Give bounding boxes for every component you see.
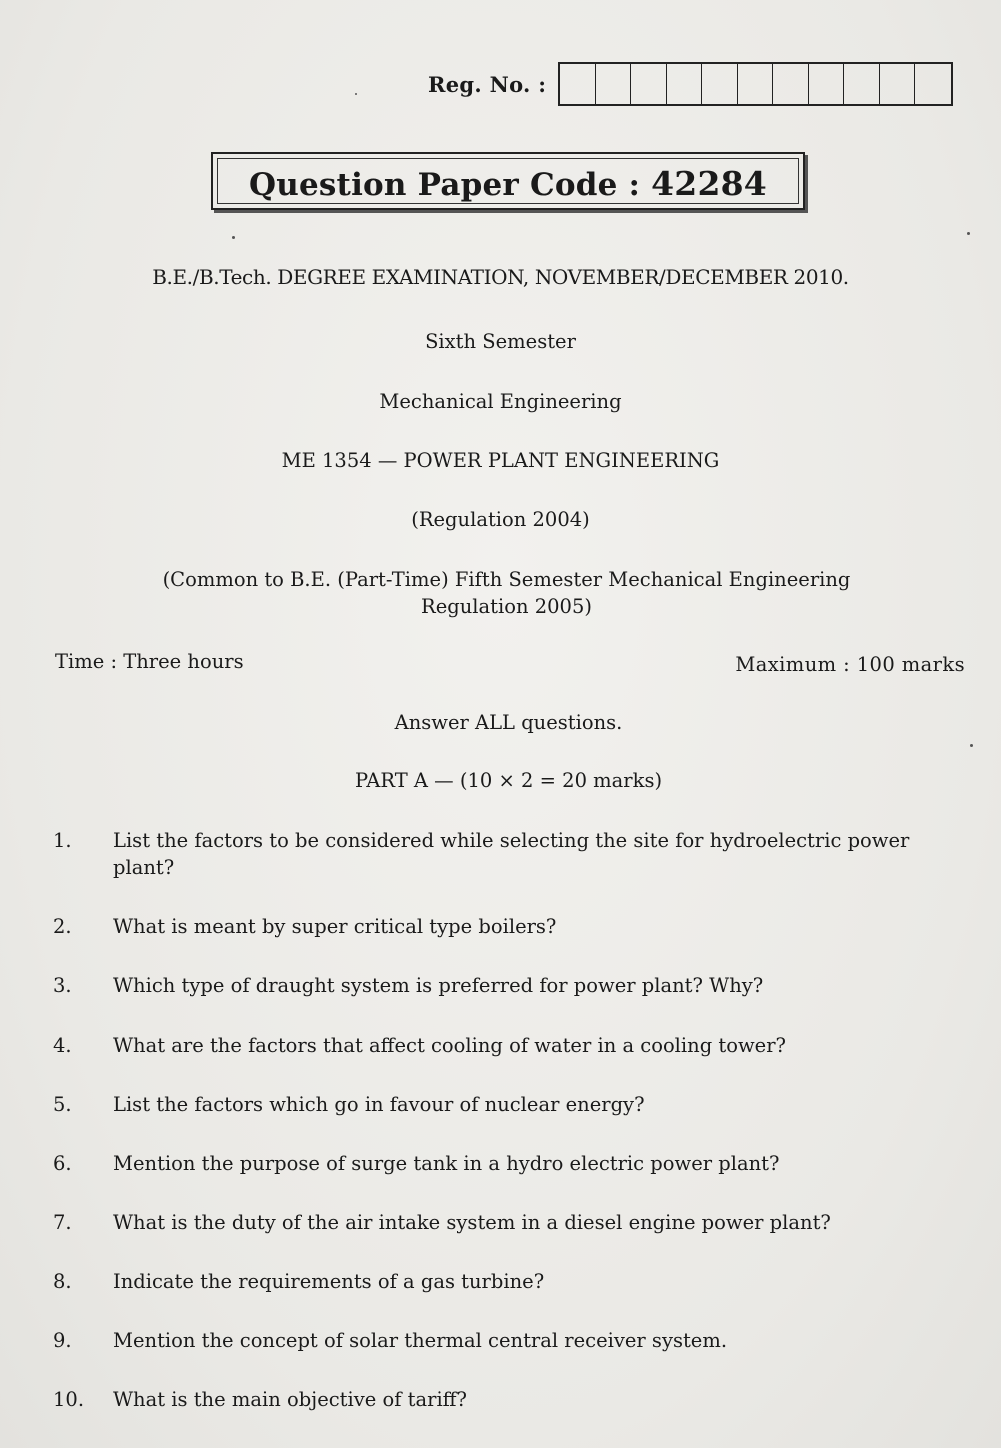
instruction: Answer ALL questions. (394, 711, 623, 734)
reg-no-box (738, 64, 774, 104)
reg-no-box (915, 64, 951, 104)
question-number: 1. (53, 829, 72, 852)
question-number: 2. (53, 915, 72, 938)
reg-no-box (809, 64, 845, 104)
reg-no-box (773, 64, 809, 104)
reg-no-label: Reg. No. : (428, 71, 547, 97)
question-text: What is meant by super critical type boilers? (113, 915, 557, 938)
common-note (6, 566, 1001, 620)
reg-no-box (844, 64, 880, 104)
question-number: 4. (53, 1034, 72, 1057)
question-text: List the factors to be considered while selecting the site for hydroelectric power plant? (113, 829, 910, 879)
question-paper-code (213, 164, 803, 203)
department: Mechanical Engineering (379, 390, 622, 413)
reg-no-box (702, 64, 738, 104)
question-text: What is the main objective of tariff? (113, 1388, 467, 1411)
maximum-marks: Maximum : 100 marks (735, 653, 965, 676)
reg-no-box (667, 64, 703, 104)
question-text: What is the duty of the air intake system in a diesel engine power plant? (113, 1211, 831, 1234)
question-number: 8. (53, 1270, 72, 1293)
question-text: Mention the purpose of surge tank in a hydro electric power plant? (113, 1152, 780, 1175)
reg-no-field (428, 62, 953, 106)
code-number: 42284 (651, 164, 767, 203)
question-text: Which type of draught system is preferred for power plant? Why? (113, 974, 764, 997)
question-text: What are the factors that affect cooling of water in a cooling tower? (113, 1034, 786, 1057)
question-text: Indicate the requirements of a gas turbine? (113, 1270, 545, 1293)
question-number: 9. (53, 1329, 72, 1352)
reg-no-boxes (558, 62, 953, 106)
exam-title: B.E./B.Tech. DEGREE EXAMINATION, NOVEMBER/DECEMBER 2010. (152, 265, 849, 289)
question-number: 5. (53, 1093, 72, 1116)
scan-speck (970, 744, 973, 747)
question-number: 6. (53, 1152, 72, 1175)
question-number: 3. (53, 974, 72, 997)
scan-speck (232, 236, 235, 239)
question-paper-code-box (211, 152, 805, 210)
time-allowed: Time : Three hours (55, 650, 244, 673)
common-note-line2: Regulation 2005) (421, 595, 592, 618)
reg-no-box (631, 64, 667, 104)
common-note-line1: (Common to B.E. (Part-Time) Fifth Semester Mechanical Engineering (162, 568, 851, 591)
course-title: ME 1354 — POWER PLANT ENGINEERING (281, 449, 720, 472)
reg-no-box (560, 64, 596, 104)
question-text: List the factors which go in favour of nuclear energy? (113, 1093, 645, 1116)
semester: Sixth Semester (425, 330, 576, 353)
scan-speck (355, 93, 357, 95)
reg-no-box (880, 64, 916, 104)
reg-no-box (596, 64, 632, 104)
scan-speck (967, 232, 970, 235)
code-label: Question Paper Code : (249, 167, 641, 203)
question-number: 10. (53, 1388, 85, 1411)
question-text: Mention the concept of solar thermal central receiver system. (113, 1329, 728, 1352)
regulation: (Regulation 2004) (411, 508, 590, 531)
part-a-title: PART A — (10 × 2 = 20 marks) (354, 769, 663, 792)
question-number: 7. (53, 1211, 72, 1234)
